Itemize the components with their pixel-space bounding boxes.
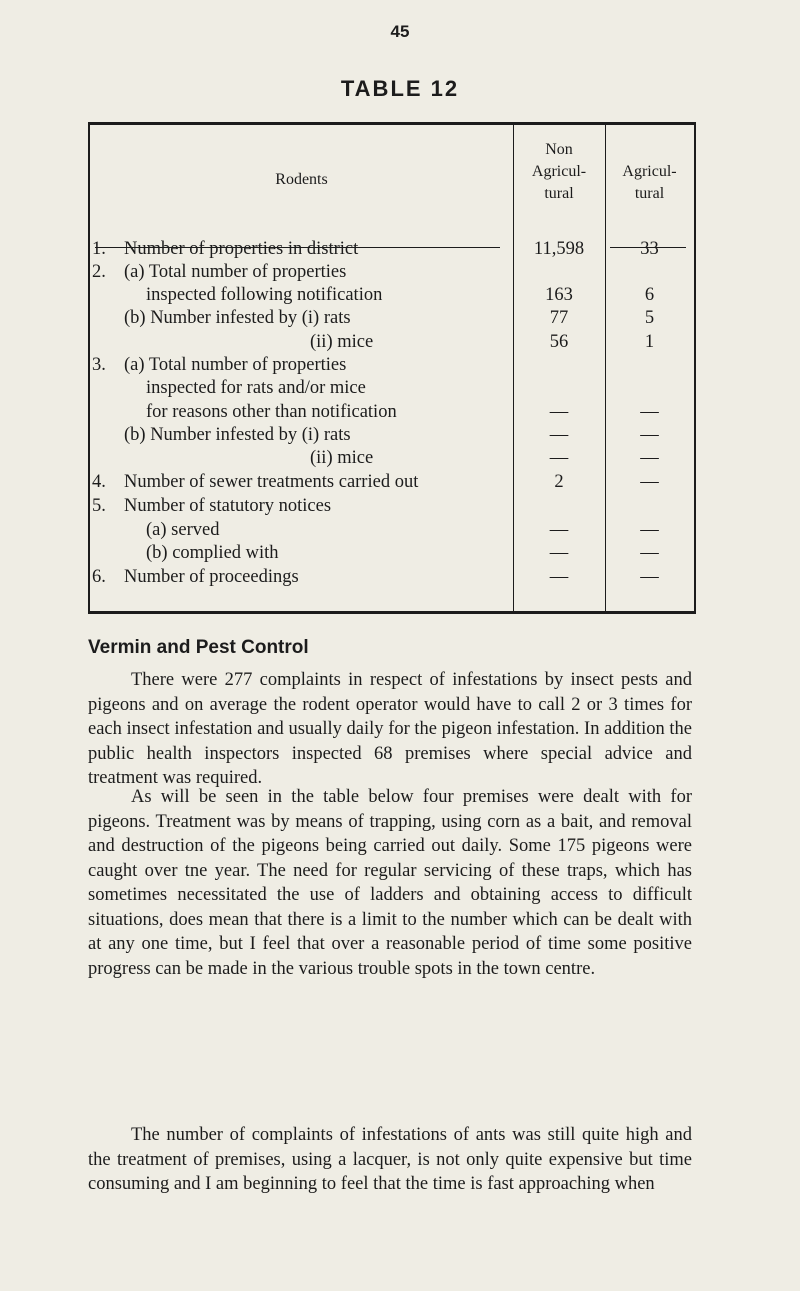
agricultural-value: 1 (644, 332, 655, 352)
non-agricultural-value: — (549, 520, 569, 540)
table-row (90, 400, 694, 424)
table-row (90, 283, 694, 307)
row-label: inspected for rats and/or mice (146, 378, 366, 398)
row-label: Number of sewer treatments carried out (124, 472, 419, 492)
agricultural-value: 6 (644, 285, 655, 305)
table-row (90, 237, 694, 261)
section-heading: Vermin and Pest Control (88, 637, 309, 658)
header-non-agricultural: Non Agricul- tural (531, 141, 587, 202)
table-row (90, 518, 694, 542)
table-row (90, 353, 694, 377)
table-row (90, 423, 694, 447)
agricultural-value: — (640, 425, 659, 445)
body-paragraph: The number of complaints of infestations of ants was still quite high and the treatment of premises, using a lacquer, is not only quite expensive but time consuming and I am beginning to feel that the time is fast approaching when (88, 1125, 692, 1194)
row-label: for reasons other than notification (146, 402, 397, 422)
non-agricultural-value: 11,598 (533, 239, 585, 259)
non-agricultural-value: — (549, 448, 569, 468)
non-agricultural-value: 56 (549, 332, 569, 352)
non-agricultural-value: — (549, 402, 569, 422)
agricultural-value: 5 (644, 308, 655, 328)
row-number: 1. (92, 239, 106, 259)
non-agricultural-value: 163 (545, 285, 573, 305)
table-row (90, 306, 694, 330)
table-row (90, 541, 694, 565)
table-row (90, 376, 694, 400)
row-label: (a) served (146, 520, 220, 540)
row-label: (b) Number infested by (i) rats (124, 308, 351, 328)
page-number: 45 (390, 22, 410, 41)
row-label: (b) Number infested by (i) rats (124, 425, 351, 445)
row-label: (b) complied with (146, 543, 279, 563)
row-number: 6. (92, 567, 106, 587)
row-label: (ii) mice (310, 448, 374, 468)
row-number: 3. (92, 355, 106, 375)
row-label: (a) Total number of properties (124, 262, 347, 282)
table-row (90, 565, 694, 589)
rodent-table (88, 122, 696, 614)
row-label: inspected following notification (146, 285, 383, 305)
non-agricultural-value: — (549, 567, 569, 587)
row-label: (ii) mice (310, 332, 374, 352)
body-paragraph: There were 277 complaints in respect of infestations by insect pests and pigeons and on average the rodent operator would have to call 2 or 3 times for each insect infestation and usually daily for the pigeon infestation. In addition the public health inspectors inspected 68 premises where special advice and treatment was required. (88, 670, 692, 788)
table-title: TABLE 12 (340, 76, 460, 101)
row-label: Number of statutory notices (124, 496, 332, 516)
agricultural-value: — (640, 567, 659, 587)
row-number: 2. (92, 262, 106, 282)
agricultural-value: — (640, 448, 659, 468)
table-row (90, 260, 694, 284)
table-row (90, 470, 694, 494)
table-row (90, 446, 694, 470)
agricultural-value: — (640, 472, 659, 492)
header-agricultural: Agricul- tural (622, 163, 677, 202)
agricultural-value: — (640, 520, 659, 540)
agricultural-value: — (640, 543, 659, 563)
agricultural-value: — (640, 402, 659, 422)
row-number: 4. (92, 472, 106, 492)
row-label: Number of properties in district (124, 239, 359, 259)
row-number: 5. (92, 496, 106, 516)
row-label: (a) Total number of properties (124, 355, 347, 375)
body-paragraph: As will be seen in the table below four premises were dealt with for pigeons. Treatment was by means of trapping, using corn as a bait, and removal and destruction of the pigeons being carried out daily. Some 175 pigeons were caught over tne year. The need for regular servicing of these traps, which has sometimes necessitated the use of ladders and obtaining access to difficult situations, does mean that there is a limit to the number which can be dealt with at any one time, but I feel that over a reasonable period of time some positive progress can be made in the various trouble spots in the town centre. (88, 787, 692, 979)
non-agricultural-value: — (549, 543, 569, 563)
non-agricultural-value: 2 (554, 472, 564, 492)
header-rodents: Rodents (275, 171, 328, 188)
agricultural-value: 33 (640, 239, 659, 259)
non-agricultural-value: 77 (549, 308, 569, 328)
non-agricultural-value: — (549, 425, 569, 445)
table-row (90, 330, 694, 354)
table-row (90, 494, 694, 518)
row-label: Number of proceedings (124, 567, 299, 587)
